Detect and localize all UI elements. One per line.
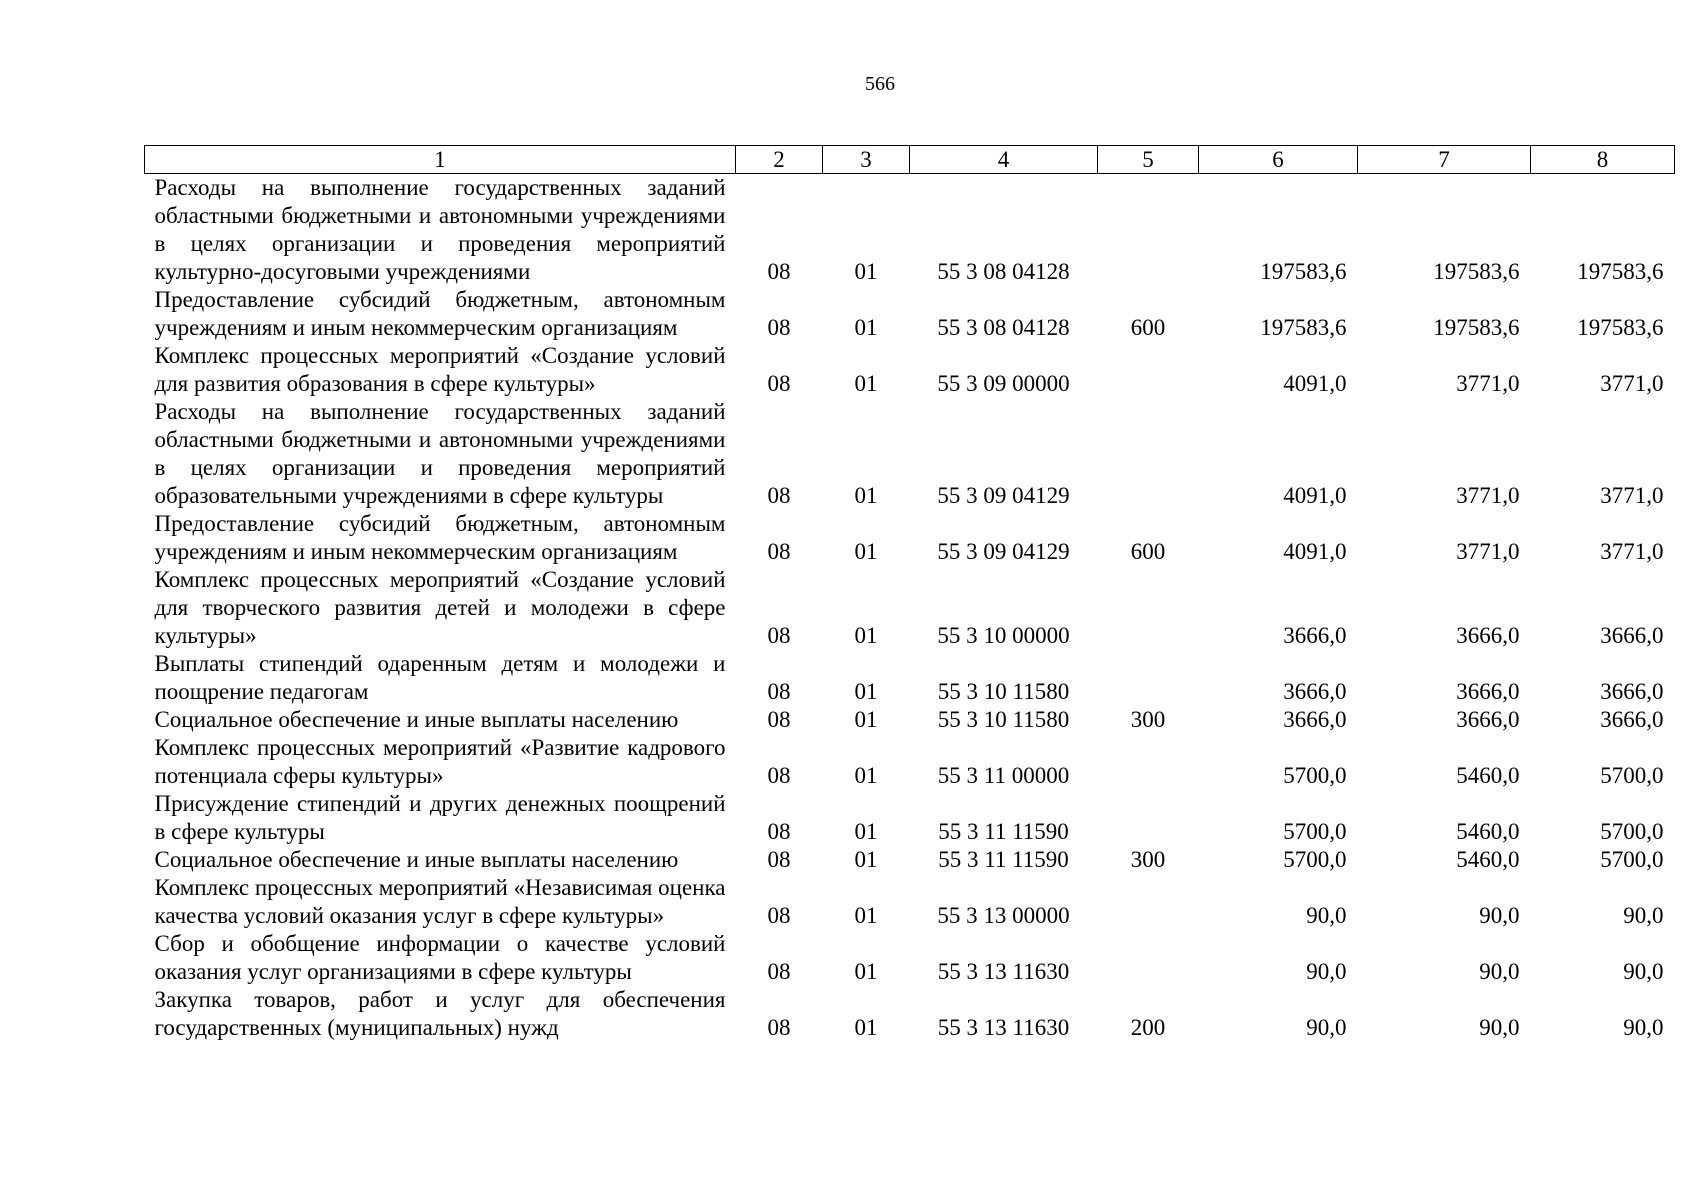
cell-amount-col8: 3771,0 xyxy=(1600,483,1664,508)
header-col-1: 1 xyxy=(145,146,736,174)
cell-expense-type xyxy=(1098,790,1199,846)
cell-name: Социальное обеспечение и иные выплаты населению xyxy=(154,707,679,732)
cell-name: Расходы на выполнение государственных заданий областными бюджетными и автономными учреждениями в целях организации и проведения мероприятий культурно-досуговыми учреждениями xyxy=(154,175,726,284)
table-body xyxy=(145,174,1675,1043)
cell-subsection: 01 xyxy=(854,315,878,340)
table-row xyxy=(145,734,1675,790)
table-row xyxy=(145,286,1675,342)
cell-amount-col6: 4091,0 xyxy=(1283,483,1347,508)
cell-name: Комплекс процессных мероприятий «Развитие кадрового потенциала сферы культуры» xyxy=(154,735,726,788)
cell-subsection: 01 xyxy=(854,371,878,396)
header-col-7: 7 xyxy=(1358,146,1531,174)
cell-amount-col8: 5700,0 xyxy=(1600,819,1664,844)
cell-amount-col8: 3666,0 xyxy=(1600,623,1664,648)
cell-amount-col6: 90,0 xyxy=(1306,959,1347,984)
cell-amount-col6: 3666,0 xyxy=(1283,623,1347,648)
cell-amount-col8: 3666,0 xyxy=(1600,707,1664,732)
cell-target-article: 55 3 09 00000 xyxy=(937,371,1070,396)
cell-expense-type xyxy=(1098,398,1199,510)
cell-subsection: 01 xyxy=(854,959,878,984)
cell-section: 08 xyxy=(767,315,791,340)
cell-amount-col6: 90,0 xyxy=(1306,1015,1347,1040)
cell-amount-col8: 197583,6 xyxy=(1577,315,1664,340)
cell-amount-col7: 5460,0 xyxy=(1456,763,1520,788)
cell-amount-col7: 3771,0 xyxy=(1456,539,1520,564)
cell-amount-col6: 4091,0 xyxy=(1283,371,1347,396)
cell-name: Предоставление субсидий бюджетным, автономным учреждениям и иным некоммерческим организациям xyxy=(154,287,726,340)
cell-section: 08 xyxy=(767,539,791,564)
cell-target-article: 55 3 10 11580 xyxy=(937,679,1070,704)
header-col-6: 6 xyxy=(1199,146,1358,174)
cell-target-article: 55 3 10 00000 xyxy=(937,623,1070,648)
cell-name: Выплаты стипендий одаренным детям и молодежи и поощрение педагогам xyxy=(154,651,726,704)
cell-expense-type: 300 xyxy=(1130,847,1166,872)
table-row xyxy=(145,930,1675,986)
cell-amount-col7: 90,0 xyxy=(1479,1015,1520,1040)
table-row xyxy=(145,846,1675,874)
table-row xyxy=(145,790,1675,846)
cell-expense-type xyxy=(1098,930,1199,986)
cell-amount-col7: 5460,0 xyxy=(1456,819,1520,844)
cell-expense-type: 300 xyxy=(1130,707,1166,732)
cell-subsection: 01 xyxy=(854,539,878,564)
cell-amount-col7: 3771,0 xyxy=(1456,371,1520,396)
cell-name: Закупка товаров, работ и услуг для обеспечения государственных (муниципальных) нужд xyxy=(154,987,726,1040)
table-row xyxy=(145,342,1675,398)
cell-target-article: 55 3 11 11590 xyxy=(938,847,1069,872)
cell-subsection: 01 xyxy=(854,623,878,648)
cell-target-article: 55 3 09 04129 xyxy=(937,483,1070,508)
cell-amount-col7: 90,0 xyxy=(1479,903,1520,928)
header-col-5: 5 xyxy=(1098,146,1199,174)
cell-amount-col7: 197583,6 xyxy=(1433,259,1520,284)
cell-amount-col8: 5700,0 xyxy=(1600,847,1664,872)
cell-name: Предоставление субсидий бюджетным, автономным учреждениям и иным некоммерческим организациям xyxy=(154,511,726,564)
cell-name: Расходы на выполнение государственных заданий областными бюджетными и автономными учреждениями в целях организации и проведения мероприятий образовательными учреждениями в сфере культуры xyxy=(154,399,726,508)
cell-amount-col8: 3771,0 xyxy=(1600,371,1664,396)
cell-amount-col8: 90,0 xyxy=(1623,1015,1664,1040)
table-row xyxy=(145,706,1675,734)
cell-amount-col6: 3666,0 xyxy=(1283,707,1347,732)
header-col-4: 4 xyxy=(910,146,1098,174)
cell-amount-col7: 197583,6 xyxy=(1433,315,1520,340)
cell-amount-col8: 3771,0 xyxy=(1600,539,1664,564)
cell-amount-col7: 3666,0 xyxy=(1456,623,1520,648)
header-col-3: 3 xyxy=(823,146,910,174)
cell-subsection: 01 xyxy=(854,763,878,788)
table-row xyxy=(145,986,1675,1042)
header-col-2: 2 xyxy=(736,146,823,174)
cell-amount-col6: 5700,0 xyxy=(1283,763,1347,788)
header-row xyxy=(145,146,1675,174)
cell-section: 08 xyxy=(767,707,791,732)
cell-section: 08 xyxy=(767,763,791,788)
cell-target-article: 55 3 10 11580 xyxy=(937,707,1070,732)
cell-expense-type xyxy=(1098,734,1199,790)
table-row xyxy=(145,510,1675,566)
table-header xyxy=(145,146,1675,174)
cell-name: Сбор и обобщение информации о качестве условий оказания услуг организациями в сфере культуры xyxy=(154,931,726,984)
cell-section: 08 xyxy=(767,483,791,508)
cell-section: 08 xyxy=(767,1015,791,1040)
cell-target-article: 55 3 11 00000 xyxy=(937,763,1070,788)
cell-expense-type xyxy=(1098,650,1199,706)
cell-amount-col6: 197583,6 xyxy=(1260,259,1347,284)
cell-amount-col7: 3666,0 xyxy=(1456,679,1520,704)
cell-expense-type xyxy=(1098,342,1199,398)
cell-subsection: 01 xyxy=(854,903,878,928)
cell-amount-col8: 3666,0 xyxy=(1600,679,1664,704)
cell-expense-type: 600 xyxy=(1130,539,1166,564)
page-number: 566 xyxy=(865,73,895,95)
cell-expense-type: 600 xyxy=(1130,315,1166,340)
cell-amount-col6: 3666,0 xyxy=(1283,679,1347,704)
cell-amount-col6: 5700,0 xyxy=(1283,847,1347,872)
cell-subsection: 01 xyxy=(854,819,878,844)
cell-expense-type: 200 xyxy=(1130,1015,1166,1040)
table-row xyxy=(145,566,1675,650)
cell-name: Комплекс процессных мероприятий «Создание условий для творческого развития детей и молодежи в сфере культуры» xyxy=(154,567,726,648)
cell-section: 08 xyxy=(767,623,791,648)
cell-section: 08 xyxy=(767,679,791,704)
cell-expense-type xyxy=(1098,874,1199,930)
header-col-8: 8 xyxy=(1531,146,1675,174)
cell-subsection: 01 xyxy=(854,847,878,872)
cell-amount-col7: 3666,0 xyxy=(1456,707,1520,732)
cell-section: 08 xyxy=(767,959,791,984)
cell-amount-col8: 197583,6 xyxy=(1577,259,1664,284)
cell-target-article: 55 3 13 11630 xyxy=(937,1015,1070,1040)
cell-target-article: 55 3 13 00000 xyxy=(937,903,1070,928)
cell-amount-col7: 5460,0 xyxy=(1456,847,1520,872)
cell-section: 08 xyxy=(767,819,791,844)
cell-subsection: 01 xyxy=(854,679,878,704)
cell-subsection: 01 xyxy=(854,707,878,732)
cell-target-article: 55 3 13 11630 xyxy=(937,959,1070,984)
cell-amount-col6: 90,0 xyxy=(1306,903,1347,928)
cell-amount-col6: 4091,0 xyxy=(1283,539,1347,564)
cell-amount-col8: 5700,0 xyxy=(1600,763,1664,788)
cell-amount-col6: 197583,6 xyxy=(1260,315,1347,340)
cell-name: Присуждение стипендий и других денежных поощрений в сфере культуры xyxy=(154,791,726,844)
budget-table xyxy=(144,145,1675,1042)
cell-target-article: 55 3 11 11590 xyxy=(938,819,1069,844)
cell-expense-type xyxy=(1098,566,1199,650)
cell-subsection: 01 xyxy=(854,483,878,508)
cell-section: 08 xyxy=(767,259,791,284)
cell-name: Социальное обеспечение и иные выплаты населению xyxy=(154,847,679,872)
cell-subsection: 01 xyxy=(854,259,878,284)
cell-subsection: 01 xyxy=(854,1015,878,1040)
cell-target-article: 55 3 08 04128 xyxy=(937,315,1070,340)
table-row xyxy=(145,174,1675,287)
table-row xyxy=(145,874,1675,930)
cell-section: 08 xyxy=(767,903,791,928)
cell-target-article: 55 3 08 04128 xyxy=(937,259,1070,284)
cell-name: Комплекс процессных мероприятий «Создание условий для развития образования в сфере культуры» xyxy=(154,343,726,396)
cell-amount-col8: 90,0 xyxy=(1623,959,1664,984)
cell-section: 08 xyxy=(767,371,791,396)
cell-amount-col6: 5700,0 xyxy=(1283,819,1347,844)
cell-target-article: 55 3 09 04129 xyxy=(937,539,1070,564)
cell-amount-col7: 3771,0 xyxy=(1456,483,1520,508)
table-row xyxy=(145,398,1675,510)
cell-amount-col7: 90,0 xyxy=(1479,959,1520,984)
cell-expense-type xyxy=(1098,174,1199,287)
table-row xyxy=(145,650,1675,706)
cell-name: Комплекс процессных мероприятий «Независимая оценка качества условий оказания услуг в сфере культуры» xyxy=(154,875,726,928)
cell-section: 08 xyxy=(767,847,791,872)
cell-amount-col8: 90,0 xyxy=(1623,903,1664,928)
